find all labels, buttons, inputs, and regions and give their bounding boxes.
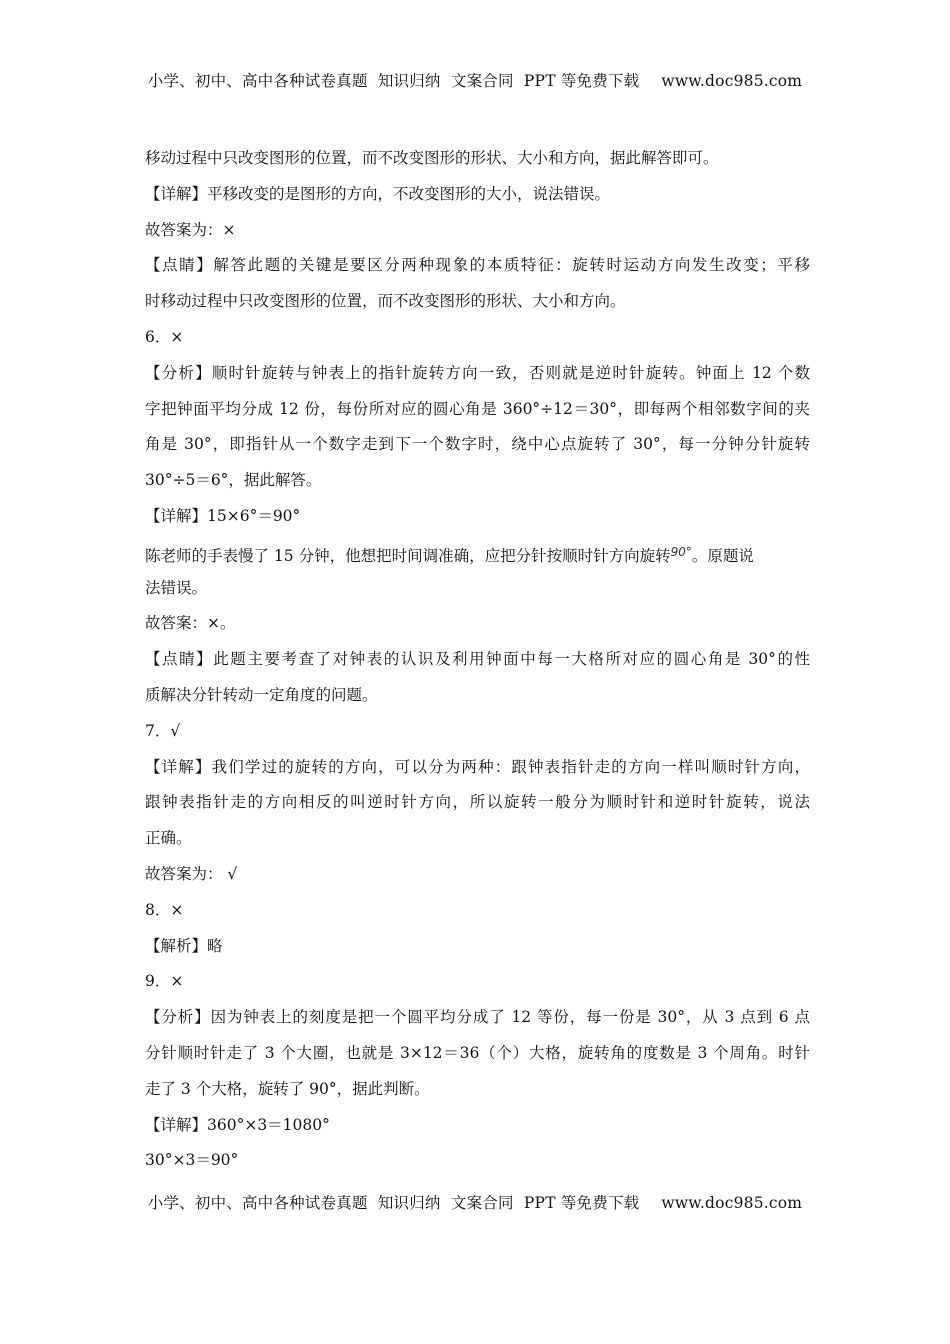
header-site-link[interactable]: www.doc985.com — [661, 72, 803, 90]
footer-site-link[interactable]: www.doc985.com — [661, 1194, 803, 1212]
text-segment: 陈老师的手表慢了 15 分钟，他想把时间调准确，应把分针按顺时针方向旋转 — [145, 546, 671, 565]
text-line: 30°÷5＝6°，据此解答。 — [145, 471, 322, 490]
question-number: 9．× — [145, 972, 184, 991]
text-line: 【分析】因为钟表上的刻度是把一个圆平均分成了 12 等份，每一份是 30°，从 3 点到 6 点 — [145, 1008, 810, 1027]
document-body — [145, 141, 810, 1179]
text-line: 字把钟面平均分成 12 份，每份所对应的圆心角是 360°÷12＝30°，即每两个相邻数字间的夹 — [145, 399, 810, 418]
text-line: 故答案为： √ — [145, 864, 238, 883]
text-line: 走了 3 个大格，旋转了 90°，据此判断。 — [145, 1079, 430, 1098]
text-line: 30°×3＝90° — [145, 1151, 239, 1170]
question-number: 6．× — [145, 327, 184, 346]
text-segment: 。原题说 — [691, 546, 754, 565]
text-line: 角是 30°，即指针从一个数字走到下一个数字时，绕中心点旋转了 30°，每一分钟分针旋转 — [145, 435, 810, 454]
question-number: 7．√ — [145, 721, 181, 740]
text-line: 【详解】我们学过的旋转的方向，可以分为两种：跟钟表指针走的方向一样叫顺时针方向， — [145, 757, 810, 776]
text-line: 质解决分针转动一定角度的问题。 — [145, 685, 378, 704]
page-header — [0, 69, 950, 91]
header-text: 小学、初中、高中各种试卷真题 知识归纳 文案合同 PPT 等免费下载 — [147, 72, 640, 90]
footer-text: 小学、初中、高中各种试卷真题 知识归纳 文案合同 PPT 等免费下载 — [147, 1194, 640, 1212]
text-line: 【点睛】此题主要考查了对钟表的认识及利用钟面中每一大格所对应的圆心角是 30°的性 — [145, 650, 810, 669]
text-line: 分针顺时针走了 3 个大圈，也就是 3×12＝36（个）大格，旋转角的度数是 3 个周角。时针 — [145, 1043, 810, 1062]
text-line: 【解析】略 — [145, 936, 223, 955]
text-line: 跟钟表指针走的方向相反的叫逆时针方向，所以旋转一般分为顺时针和逆时针旋转，说法 — [145, 793, 810, 812]
text-line: 【分析】顺时针旋转与钟表上的指针旋转方向一致，否则就是逆时针旋转。钟面上 12 个数 — [145, 363, 810, 382]
page-footer — [0, 1191, 950, 1213]
text-line: 【详解】平移改变的是图形的方向，不改变图形的大小，说法错误。 — [145, 184, 611, 203]
text-line: 【点睛】解答此题的关键是要区分两种现象的本质特征：旋转时运动方向发生改变；平移 — [145, 256, 810, 275]
text-line: 故答案为：× — [145, 220, 236, 239]
text-line — [145, 535, 810, 571]
text-line: 【详解】15×6°＝90° — [145, 506, 301, 525]
text-line: 法错误。 — [145, 578, 208, 597]
text-line: 移动过程中只改变图形的位置，而不改变图形的形状、大小和方向，据此解答即可。 — [145, 149, 719, 167]
question-number: 8．× — [145, 900, 184, 919]
text-line: 正确。 — [145, 829, 192, 848]
text-line: 故答案：×。 — [145, 614, 236, 633]
angle-formula: 90° — [670, 544, 692, 559]
text-line: 【详解】360°×3＝1080° — [145, 1115, 330, 1134]
text-line: 时移动过程中只改变图形的位置，而不改变图形的形状、大小和方向。 — [145, 292, 626, 311]
